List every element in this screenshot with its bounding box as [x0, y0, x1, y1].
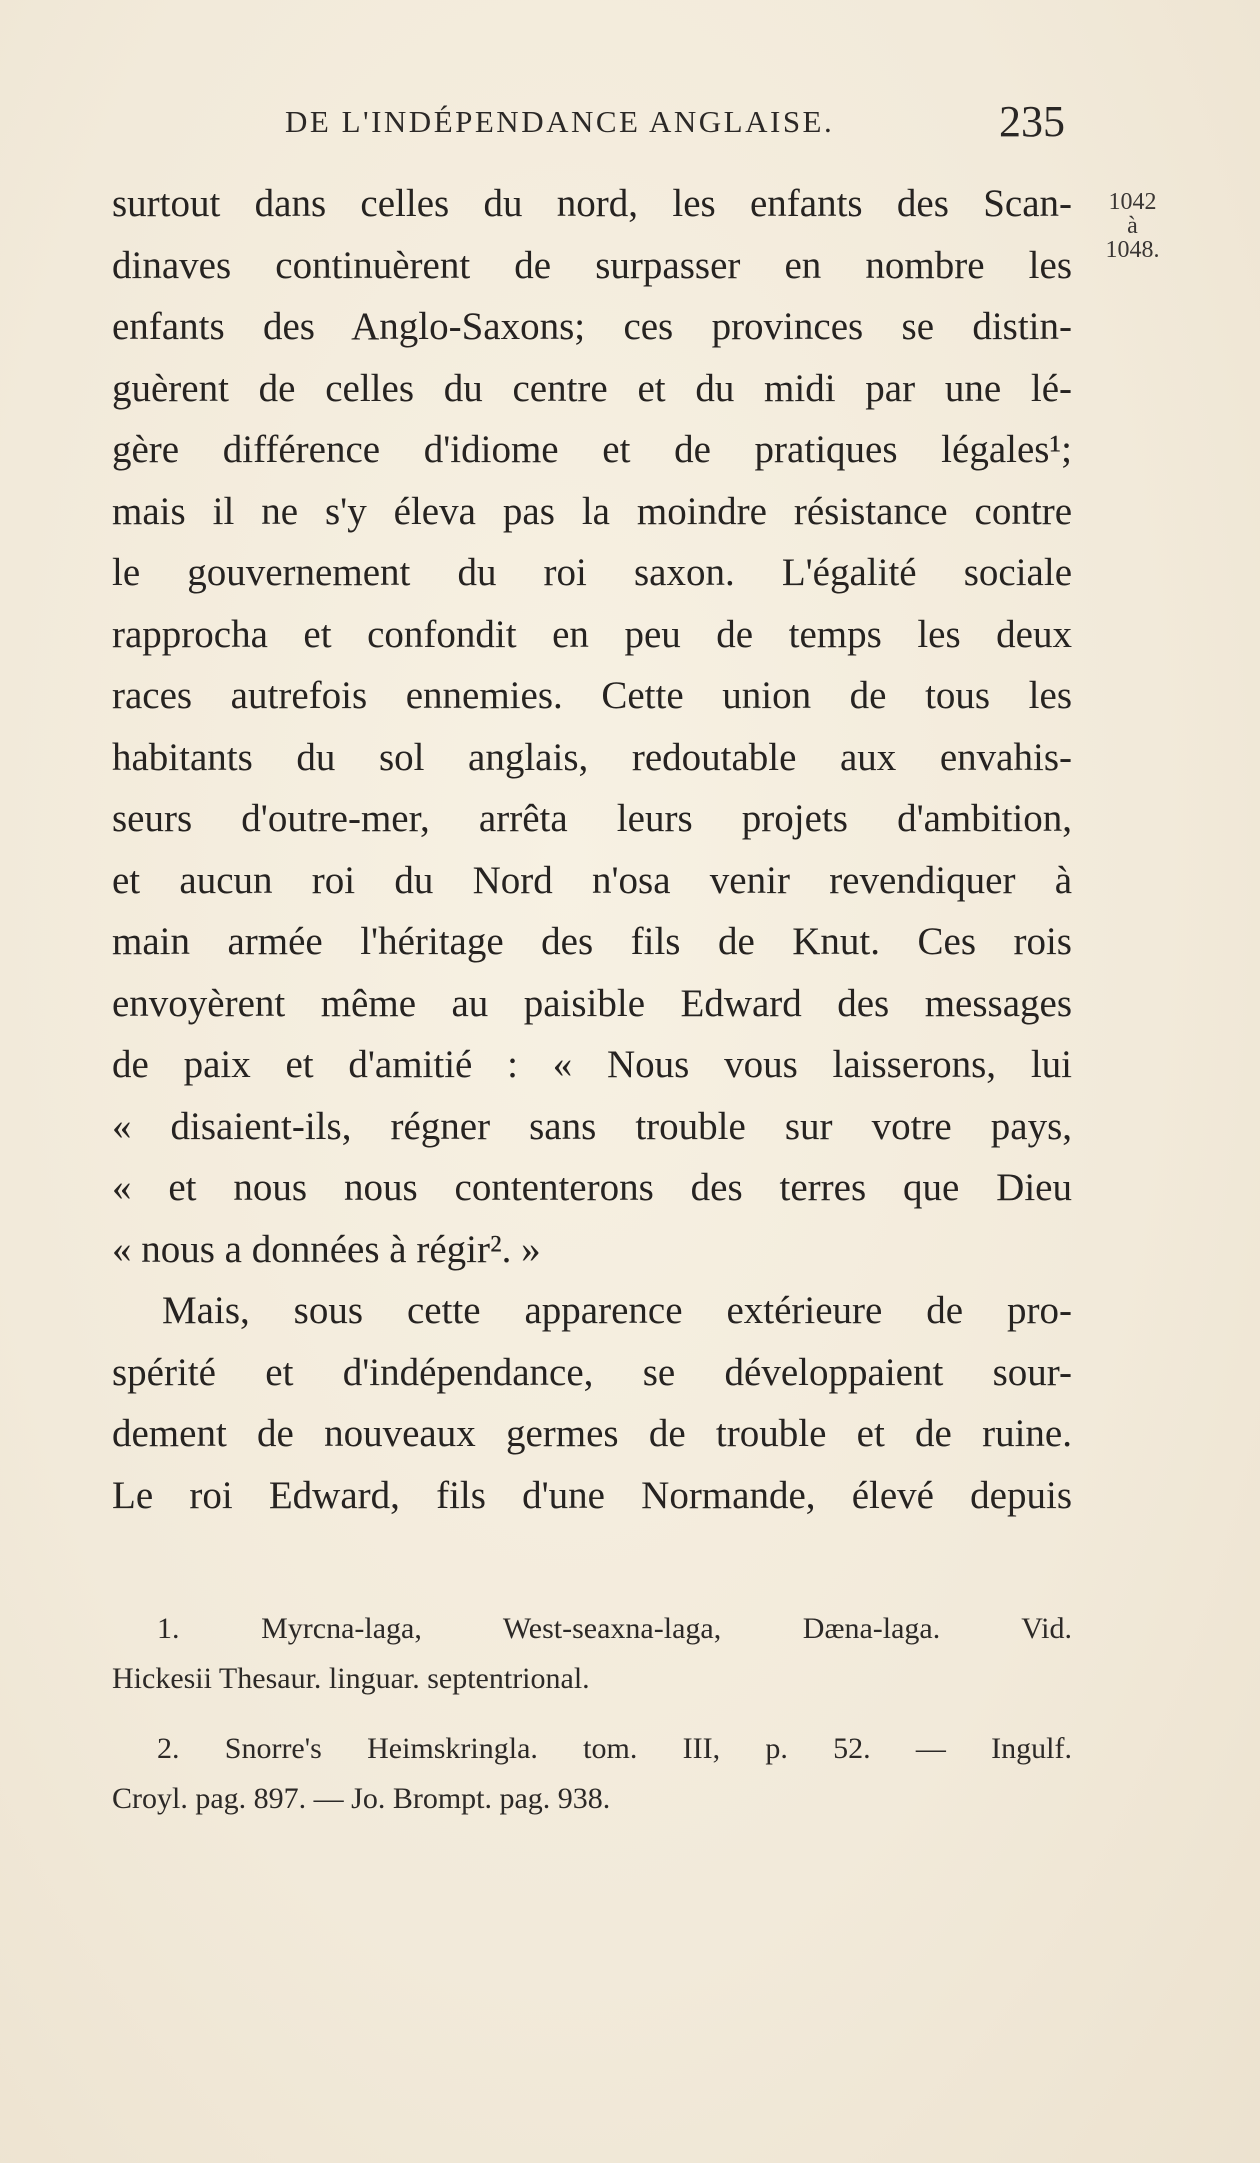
- body-line: dement de nouveaux germes de trouble et de ruine.: [112, 1412, 1072, 1455]
- body-line: le gouvernement du roi saxon. L'égalité sociale: [112, 551, 1072, 594]
- body-line: spérité et d'indépendance, se développaient sour-: [112, 1350, 1072, 1394]
- margin-year-end: 1048.: [1105, 237, 1160, 263]
- body-line: gère différence d'idiome et de pratiques légales¹;: [112, 428, 1072, 471]
- body-line: surtout dans celles du nord, les enfants des Scan-: [112, 182, 1072, 225]
- page-number: 235: [999, 97, 1065, 146]
- body-line: races autrefois ennemies. Cette union de tous les: [112, 674, 1072, 717]
- body-line: mais il ne s'y éleva pas la moindre résistance contre: [112, 489, 1072, 533]
- body-line: guèrent de celles du centre et du midi par une lé-: [112, 366, 1072, 410]
- body-line: seurs d'outre-mer, arrêta leurs projets d'ambition,: [112, 797, 1072, 840]
- body-line: habitants du sol anglais, redoutable aux envahis-: [112, 735, 1072, 779]
- footnote-2-line: 2. Snorre's Heimskringla. tom. III, p. 52. — Ingulf.: [157, 1732, 1072, 1765]
- paragraph-start-line: Mais, sous cette apparence extérieure de pro-: [162, 1289, 1072, 1332]
- body-line: Le roi Edward, fils d'une Normande, élevé depuis: [112, 1473, 1072, 1517]
- body-line: envoyèrent même au paisible Edward des messages: [112, 981, 1072, 1025]
- running-header: [285, 96, 1065, 146]
- margin-connector: à: [1127, 213, 1138, 239]
- running-title: DE L'INDÉPENDANCE ANGLAISE.: [285, 104, 835, 139]
- body-line: « nous a données à régir². »: [112, 1227, 541, 1271]
- body-line: de paix et d'amitié : « Nous vous laisserons, lui: [112, 1043, 1072, 1086]
- body-line: main armée l'héritage des fils de Knut. Ces rois: [112, 920, 1072, 963]
- body-line: dinaves continuèrent de surpasser en nombre les: [112, 243, 1072, 287]
- body-line: « et nous nous contenterons des terres que Dieu: [112, 1166, 1072, 1209]
- footnote-1-line: 1. Myrcna-laga, West-seaxna-laga, Dæna-laga. Vid.: [157, 1612, 1072, 1645]
- footnote-2-line: Croyl. pag. 897. — Jo. Brompt. pag. 938.: [112, 1782, 611, 1815]
- body-line: enfants des Anglo-Saxons; ces provinces se distin-: [112, 305, 1072, 348]
- body-line: et aucun roi du Nord n'osa venir revendiquer à: [112, 858, 1072, 902]
- margin-date-note: [1085, 190, 1180, 262]
- body-text: [112, 173, 1072, 1526]
- margin-year-start: 1042: [1108, 189, 1157, 215]
- body-line: « disaient-ils, régner sans trouble sur votre pays,: [112, 1104, 1072, 1148]
- footnote-1-line: Hickesii Thesaur. linguar. septentrional.: [112, 1662, 590, 1695]
- body-line: rapprocha et confondit en peu de temps les deux: [112, 612, 1072, 656]
- footnotes: [112, 1604, 1072, 1824]
